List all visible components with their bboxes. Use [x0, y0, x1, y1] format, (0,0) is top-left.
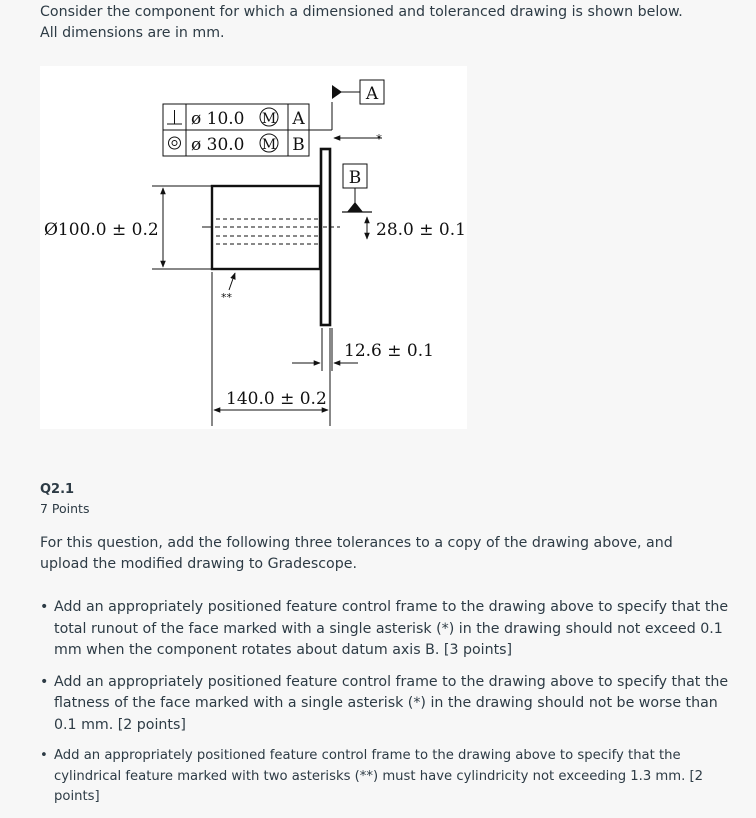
- technical-drawing: [40, 66, 467, 429]
- dim-140-label: 140.0 ± 0.2: [226, 389, 327, 409]
- dim-12-label: 12.6 ± 0.1: [344, 341, 434, 361]
- fcf1-modifier: M: [261, 111, 277, 127]
- question-header: [40, 480, 89, 518]
- question-points: 7 Points: [40, 501, 90, 516]
- marker-double-asterisk: **: [221, 291, 232, 304]
- list-item: • Add an appropriately positioned feature control frame to the drawing above to specify that the cylindrical feature marked with two asterisks (**) must have cylindricity not exceeding 1.3 mm. [2 points]: [54, 746, 734, 808]
- marker-single-asterisk: *: [376, 132, 382, 146]
- tolerance-list: [40, 597, 734, 818]
- fcf1-tolerance: ø 10.0: [191, 109, 245, 129]
- datum-b-label: B: [348, 168, 362, 188]
- dim-28-label: 28.0 ± 0.1: [376, 220, 466, 240]
- list-item: • Add an appropriately positioned feature control frame to the drawing above to specify that the flatness of the face marked with a single asterisk (*) in the drawing should not be worse than 0.1 mm. [2 points]: [54, 672, 734, 737]
- fcf2-tolerance: ø 30.0: [191, 135, 245, 155]
- question-instructions: For this question, add the following three tolerances to a copy of the drawing above, and upload the modified drawing to Gradescope.: [40, 535, 673, 572]
- intro-text: Consider the component for which a dimensioned and toleranced drawing is shown below. All dimensions are in mm.: [40, 4, 683, 41]
- question-number: Q2.1: [40, 482, 75, 497]
- datum-a-label: A: [365, 84, 379, 104]
- dim-diameter-label: Ø100.0 ± 0.2: [44, 220, 159, 240]
- list-item: • Add an appropriately positioned feature control frame to the drawing above to specify that the total runout of the face marked with a single asterisk (*) in the drawing should not exceed 0.1 mm when the component rotates about datum axis B. [3 points]: [54, 597, 734, 662]
- drawing-svg: [40, 66, 467, 429]
- fcf2-modifier: M: [261, 137, 277, 153]
- fcf2-datum-ref: B: [292, 135, 305, 155]
- fcf1-datum-ref: A: [292, 109, 305, 129]
